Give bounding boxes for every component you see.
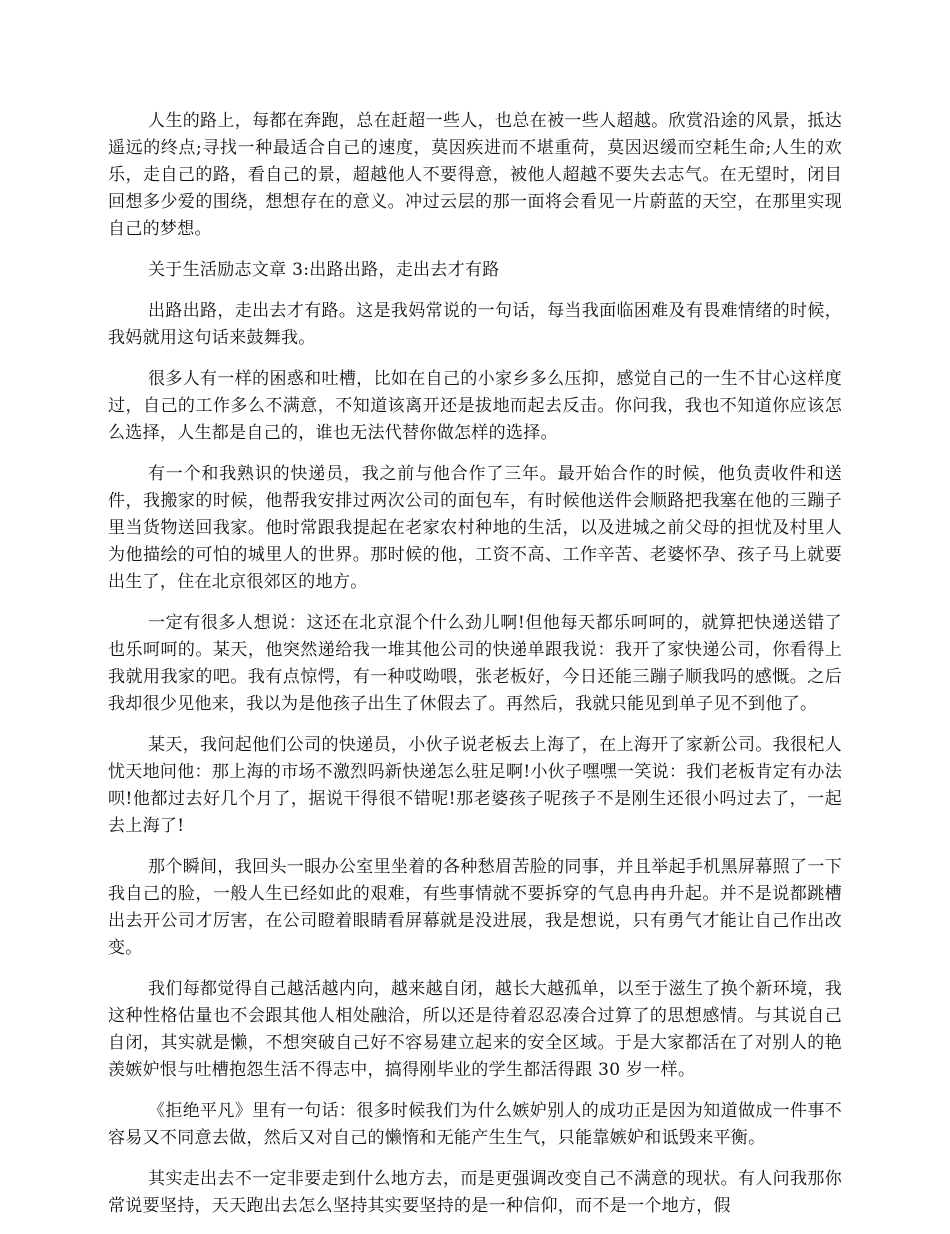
document-body: [108, 108, 842, 1234]
paragraph: 那个瞬间，我回头一眼办公室里坐着的各种愁眉苦脸的同事，并且举起手机黑屏幕照了一下我自己的脸，一般人生已经如此的艰难，有些事情就不要拆穿的气息冉冉升起。并不是说都跳槽出去开公司才厉害，在公司瞪着眼睛看屏幕就是没进展，我是想说，只有勇气才能让自己作出改变。: [108, 857, 842, 958]
paragraph: 人生的路上，每都在奔跑，总在赶超一些人，也总在被一些人超越。欣赏沿途的风景，抵达遥远的终点;寻找一种最适合自己的速度，莫因疾进而不堪重荷，莫因迟缓而空耗生命;人生的欢乐，走自己的路，看自己的景，超越他人不要得意，被他人超越不要失去志气。在无望时，闭目回想多少爱的围绕，想想存在的意义。冲过云层的那一面将会看见一片蔚蓝的天空，在那里实现自己的梦想。: [108, 111, 842, 239]
paragraph: 其实走出去不一定非要走到什么地方去，而是更强调改变自己不满意的现状。有人问我那你常说要坚持，天天跑出去怎么坚持其实要坚持的是一种信仰，而不是一个地方，假: [108, 1169, 842, 1216]
paragraph: 一定有很多人想说：这还在北京混个什么劲儿啊!但他每天都乐呵呵的，就算把快递送错了也乐呵呵的。某天，他突然递给我一堆其他公司的快递单跟我说：我开了家快递公司，你看得上我就用我家的吧。我有点惊愕，有一种哎呦喂，张老板好，今日还能三蹦子顺我吗的感慨。之后我却很少见他来，我以为是他孩子出生了休假去了。再然后，我就只能见到单子见不到他了。: [108, 613, 842, 714]
paragraph: 我们每都觉得自己越活越内向，越来越自闭，越长大越孤单，以至于滋生了换个新环境，我这种性格估量也不会跟其他人相处融洽，所以还是待着忍忍凑合过算了的思想感情。与其说自己自闭，其实就是懒，不想突破自己好不容易建立起来的安全区域。于是大家都活在了对别人的艳羡嫉妒恨与吐槽抱怨生活不得志中，搞得刚毕业的学生都活得跟 30 岁一样。: [108, 979, 842, 1080]
paragraph: 很多人有一样的困惑和吐槽，比如在自己的小家乡多么压抑，感觉自己的一生不甘心这样度过，自己的工作多么不满意，不知道该离开还是拔地而起去反击。你问我，我也不知道你应该怎么选择，人生都是自己的，谁也无法代替你做怎样的选择。: [108, 369, 842, 443]
section-heading: 关于生活励志文章 3:出路出路，走出去才有路: [148, 260, 500, 280]
paragraph: 出路出路，走出去才有路。这是我妈常说的一句话，每当我面临困难及有畏难情绪的时候，我妈就用这句话来鼓舞我。: [108, 301, 842, 348]
paragraph: 《拒绝平凡》里有一句话：很多时候我们为什么嫉妒别人的成功正是因为知道做成一件事不容易又不同意去做，然后又对自己的懒惰和无能产生生气，只能靠嫉妒和诋毁来平衡。: [108, 1101, 842, 1148]
paragraph: 有一个和我熟识的快递员，我之前与他合作了三年。最开始合作的时候，他负责收件和送件，我搬家的时候，他帮我安排过两次公司的面包车，有时候他送件会顺路把我塞在他的三蹦子里当货物送回我家。他时常跟我提起在老家农村种地的生活，以及进城之前父母的担忧及村里人为他描绘的可怕的城里人的世界。那时候的他，工资不高、工作辛苦、老婆怀孕、孩子马上就要出生了，住在北京很郊区的地方。: [108, 464, 842, 592]
paragraph: 某天，我问起他们公司的快递员，小伙子说老板去上海了，在上海开了家新公司。我很杞人忧天地问他：那上海的市场不激烈吗新快递怎么驻足啊!小伙子嘿嘿一笑说：我们老板肯定有办法呗!他都过去好几个月了，据说干得很不错呢!那老婆孩子呢孩子不是刚生还很小吗过去了，一起去上海了!: [108, 735, 842, 836]
